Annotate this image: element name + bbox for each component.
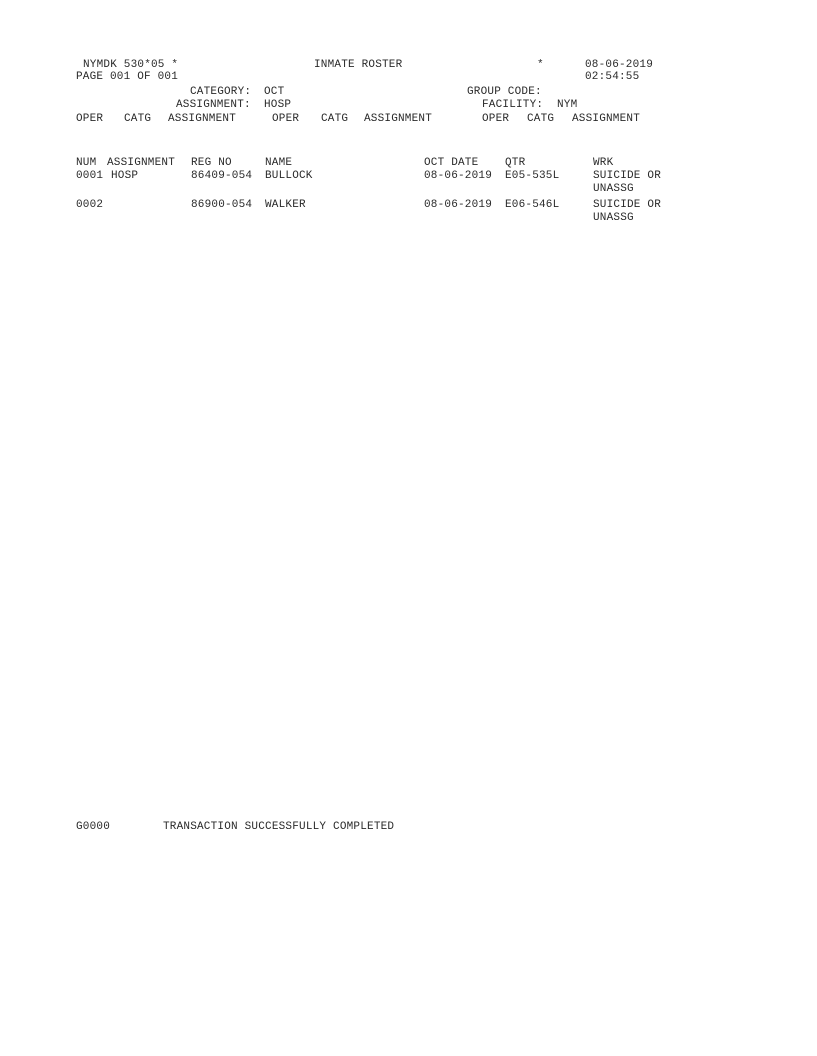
row-2-wrk: SUICIDE OR: [593, 199, 662, 211]
row-2-name: WALKER: [265, 199, 306, 211]
col-wrk: WRK: [593, 157, 614, 169]
row-1-wrk: SUICIDE OR: [593, 170, 662, 182]
status-message: TRANSACTION SUCCESSFULLY COMPLETED: [163, 821, 395, 833]
row-2-qtr: E06-546L: [505, 199, 560, 211]
row-1-num: 0001: [76, 170, 104, 182]
col-qtr: QTR: [505, 157, 526, 169]
col-name: NAME: [265, 157, 293, 169]
category-label: CATEGORY:: [190, 86, 252, 98]
assignment-header-2: ASSIGNMENT: [364, 113, 433, 125]
row-1-reg-no: 86409-054: [191, 170, 253, 182]
report-date: 08-06-2019: [585, 59, 654, 71]
oper-header-1: OPER: [76, 113, 104, 125]
catg-header-1: CATG: [124, 113, 152, 125]
assignment-value: HOSP: [264, 99, 292, 111]
header-asterisk: *: [537, 59, 544, 71]
category-value: OCT: [264, 86, 285, 98]
oper-header-3: OPER: [482, 113, 510, 125]
row-1-wrk-cont: UNASSG: [593, 183, 634, 195]
facility-label: FACILITY:: [482, 99, 544, 111]
status-code: G0000: [76, 821, 111, 833]
row-1-qtr: E05-535L: [505, 170, 560, 182]
col-reg-no: REG NO: [191, 157, 232, 169]
assignment-header-1: ASSIGNMENT: [168, 113, 237, 125]
facility-value: NYM: [557, 99, 578, 111]
row-1-assignment: HOSP: [111, 170, 139, 182]
row-2-reg-no: 86900-054: [191, 199, 253, 211]
col-oct-date: OCT DATE: [424, 157, 479, 169]
col-num: NUM: [76, 157, 97, 169]
assignment-header-3: ASSIGNMENT: [572, 113, 641, 125]
report-time: 02:54:55: [585, 71, 640, 83]
catg-header-2: CATG: [321, 113, 349, 125]
assignment-label: ASSIGNMENT:: [176, 99, 251, 111]
page-indicator: PAGE 001 OF 001: [76, 71, 179, 83]
report-title: INMATE ROSTER: [314, 59, 403, 71]
row-2-wrk-cont: UNASSG: [593, 212, 634, 224]
row-2-oct-date: 08-06-2019: [424, 199, 493, 211]
row-1-oct-date: 08-06-2019: [424, 170, 493, 182]
system-id: NYMDK 530*05 *: [83, 59, 179, 71]
group-code-label: GROUP CODE:: [467, 86, 542, 98]
row-2-num: 0002: [76, 199, 104, 211]
row-1-name: BULLOCK: [265, 170, 313, 182]
catg-header-3: CATG: [527, 113, 555, 125]
oper-header-2: OPER: [272, 113, 300, 125]
col-assignment: ASSIGNMENT: [107, 157, 176, 169]
